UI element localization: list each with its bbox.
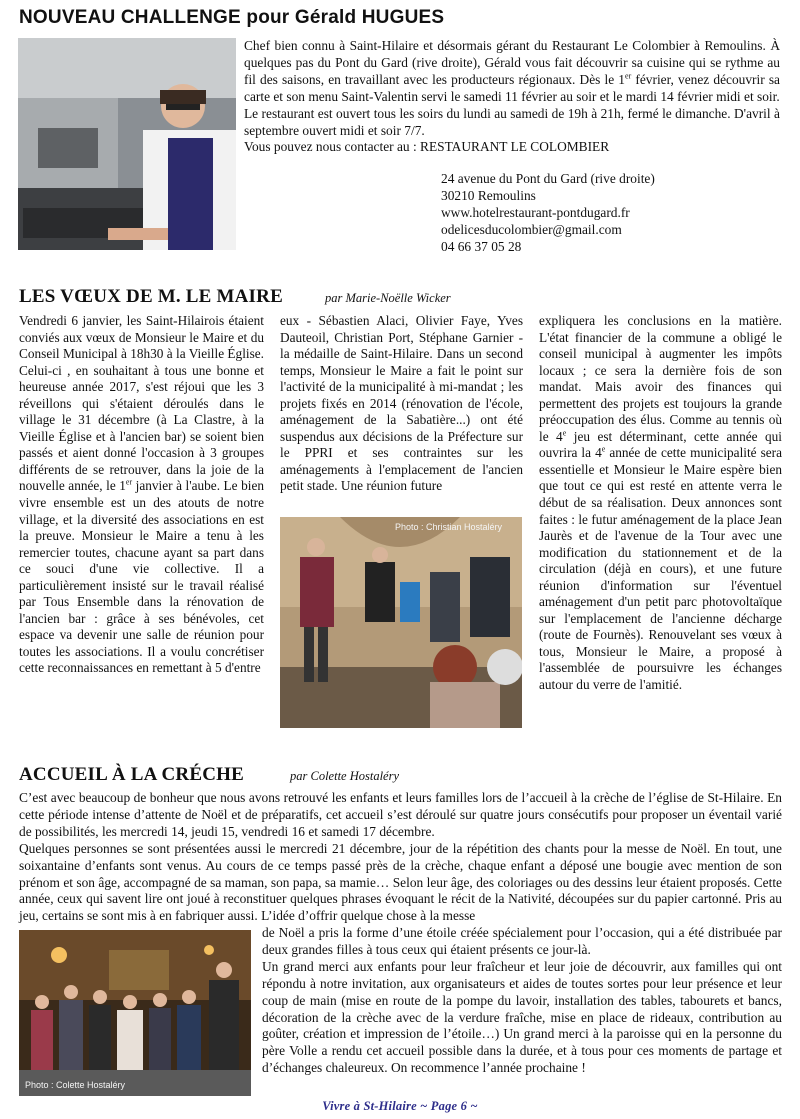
article1-body [244,38,780,156]
article3-para1: C’est avec beaucoup de bonheur que nous avons retrouvé les enfants et leurs familles lors de l’accueil à la crèche de l’église de St-Hilaire. En cette période intense d’attente de Noël et de préparatifs, cet accueil s’est déroulé sur quatre jours consécutifs pour proposer un éventail varié de possibilités, les mercredi 14, jeudi 15, vendredi 16 et samedi 17 décembre. [19,790,782,839]
article3-body-side [262,925,782,1077]
contact-block [441,171,781,256]
voeux-photo [280,517,522,728]
article1-para1-sup: er [625,71,632,81]
article1-para2: Le restaurant est ouvert tous les soirs du lundi au samedi de 19h à 21h, fermé le dimanche. D'avril à septembre ouvert midi et soir 7/7. [244,105,780,138]
col2-text: eux - Sébastien Alaci, Olivier Faye, Yves Dauteoil, Christian Port, Stéphane Garnier - la médaille de Saint-Hilaire. Dans un second temps, Monsieur le Maire a fait le point sur l'activité de la municipalité à mi-mandat ; les projets fixés en 2014 (rénovation de l'école, aménagement de la Sabatière...) ont été suspendus aux décisions de la Préfecture sur le PPRI et ses contraintes sur les aménagements à l'emplacement de l'ancien petit stade. Une réunion future [280,313,523,494]
col3-text-b: jeu est déterminant, cette année qui ouvrira la 4 [539,428,782,461]
article1-contact-intro: Vous pouvez nous contacter au : RESTAURANT LE COLOMBIER [244,139,610,155]
contact-address: 24 avenue du Pont du Gard (rive droite) [441,171,655,186]
col1-sup: er [125,478,133,488]
col3-sup2: e [601,444,606,454]
contact-city: 30210 Remoulins [441,187,536,203]
contact-email: odelicesducolombier@gmail.com [441,221,622,237]
col3-text-c: année de cette municipalité sera essentielle et Monsieur le Maire espère bien que tout ce qui est resté en attente verra le début de sa réalisation. Deux annonces sont faites : le futur aménagement de la place Jean Jaurès et de l'avenue de la Tour avec une modification du stationnement et de la circulation (déjà en cours), et une future réunion d'information sur l'éventuel aménagement d'un petit parc photovoltaïque sur l'emplacement de l'ancienne décharge (route de Fournès). Renouvelant ses vœux à tous, Monsieur le Maire, a proposé à l'assemblée de poursuivre les échanges autour du verre de l'amitié. [539,445,783,693]
article-title-challenge: NOUVEAU CHALLENGE pour Gérald HUGUES [19,7,445,28]
creche-photo-caption: Photo : Colette Hostaléry [25,1080,126,1090]
article2-byline: par Marie-Noëlle Wicker [325,291,451,305]
page-footer: Vivre à St-Hilaire ~ Page 6 ~ [322,1099,478,1113]
creche-photo-image [19,930,251,1096]
voeux-photo-image [280,517,522,728]
col3-text-a: expliquera les conclusions en la matière. L'état financier de la commune a obligé le conseil municipal à augmenter les impôts locaux ; ce sera la dernière fois de son mandat. Mais avoir des finances qui permettent des projets est toujours la grande préoccupation des élus. Comme au tennis où le 4 [539,313,782,444]
creche-photo [19,930,251,1096]
article3-para2-cont: de Noël a pris la forme d’une étoile créée spécialement pour l’occasion, qui a été distribuée par deux grandes filles à tous ceux qui étaient présents ce jour-là. [262,925,782,957]
article3-byline: par Colette Hostaléry [290,769,400,783]
article3-body-top [19,790,782,925]
contact-phone: 04 66 37 05 28 [441,238,522,254]
article2-column-1 [19,313,264,677]
col3-sup1: e [562,428,567,438]
contact-website: www.hotelrestaurant-pontdugard.fr [441,204,630,220]
article3-para3: Un grand merci aux enfants pour leur fraîcheur et leur joie de découvrir, aux familles qui ont répondu à notre invitation, aux organisateurs et aides de toutes sortes pour leur présence et leur coup de main (mise en route de la pompe du lavoir, installation des tables, tabourets et bancs, décoration de la crèche avec de la verdure fraîche, mise en place de rideaux, contribution au goûter, création et impression de l’étoile…) Un grand merci à la paroisse qui en la personne du père Volle a rendu cet accueil possible dans la durée, et à tous pour ces moments de partage et d’échanges chaleureux. On recommence l’année prochaine ! [262,958,782,1076]
article-title-voeux: LES VŒUX DE M. LE MAIRE [19,286,283,307]
article-title-creche: ACCUEIL À LA CRÉCHE [19,764,244,785]
col1-text-a: Vendredi 6 janvier, les Saint-Hilairois étaient conviés aux vœux de Monsieur le Maire et du Conseil Municipal à 18h30 à la Vieille Église. Celui-ci , en souhaitant à tous une bonne et heureuse année 2017, s'est réjoui que les 3 réveillons qui s'étaient déroulés dans le village le 31 décembre (à La Clastre, à la Vieille Église et à l'ancien bar) se soient bien passés et aient donné l'occasion à 3 groupes différents de se retrouver, dans la joie de la nouvelle année, le 1 [19,313,264,494]
chef-photo [18,38,236,250]
article1-para1: Chef bien connu à Saint-Hilaire et désormais gérant du Restaurant Le Colombier à Remoulins. À quelques pas du Pont du Gard (rive droite), Gérald vous fait découvrir sa cuisine qui se rythme au fil des saisons, en travaillant avec les producteurs régionaux. Dès le 1 [244,38,780,87]
article2-column-2 [280,313,523,495]
article3-para2: Quelques personnes se sont présentées aussi le mercredi 21 décembre, jour de la répétition des chants pour la messe de Noël. En tout, une soixantaine d’enfants sont venus. Au cours de ce temps passé près de la crèche, chaque enfant a déposé une bougie avec mention de son prénom et son âge, accompagné de sa maman, son papa, sa mamie… Selon leur âge, des coloriages ou des dessins leur étaient proposés. Cette année, ceux qui savent lire ont joué à reconstituer quelques phrases évoquant le récit de la Nativité, découpées sur du papier cartonné. Pris au jeu, certains se sont mis à en fabriquer aussi. L’idée d’offrir quelque chose à la messe [19,840,782,924]
article2-column-3 [539,313,782,694]
voeux-photo-caption: Photo : Christian Hostaléry [395,522,503,532]
chef-photo-image [18,38,236,250]
col1-text-b: janvier à l'aube. Le bien vivre ensemble est un des atouts de notre village, et la diversité des associations en est la preuve. Monsieur le Maire a tenu à les remercier toutes, chacune ayant sa part dans ce souci d'une vie collective. Il a particulièrement insisté sur le travail réalisé par Tous Ensemble dans la rénovation de l'ancien bar : grâce à ses bénévoles, cet espace va devenir une salle de réunion pour toutes les associations. Il a voulu concrétiser cette reconnaissances en remettant à 5 d'entre [19,478,264,676]
article1-para1-end: février, venez découvrir sa carte et son menu Saint-Valentin servi le samedi 11 février au soir et le mardi 14 février midi et soir. [244,71,780,104]
